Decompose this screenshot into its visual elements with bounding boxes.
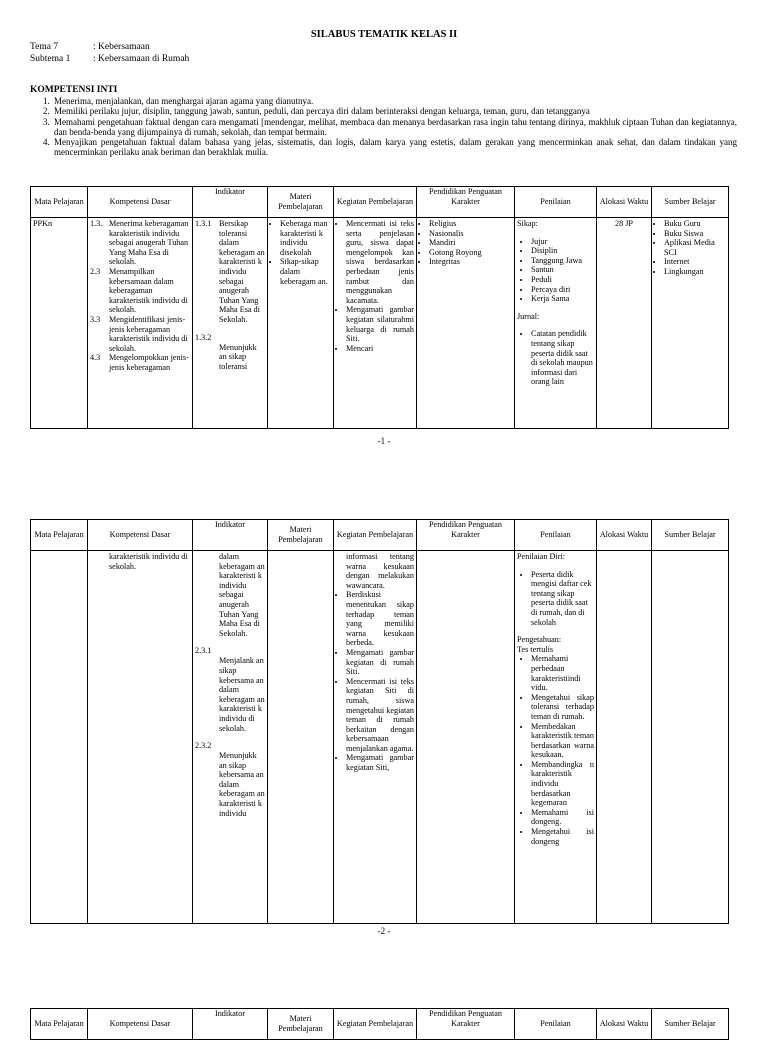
kd-continuation: karakteristik individu di sekolah. [109, 552, 188, 571]
ki-item: 4. Menyajikan pengetahuan faktual dalam bahasa yang jelas, sistematis, dan logis, dalam karya yang estetis, dalam gerakan yang mencerminkan anak sehat, dan dalam tindakan yang mencerminkan perilaku anak beriman dan berakhlak mulia. [43, 137, 737, 158]
col-materi: Materi Pembelajaran [268, 187, 334, 218]
cell-indikator [193, 218, 268, 429]
cell-mapel [31, 551, 88, 924]
kegiatan-item: • Mengamati gambar kegiatan silaturahmi keluarga di rumah Siti. [346, 305, 414, 343]
syllabus-table-page-1 [30, 186, 729, 429]
ppk-item: • Religius [429, 219, 512, 229]
sumber-item: • Buku Siswa [664, 229, 726, 239]
penilaian-item: • Kerja Sama [531, 294, 594, 304]
ppk-item: • Mandiri [429, 238, 512, 248]
cell-kd [88, 218, 193, 429]
penilaian-item: • Mengetahui isi dongeng [531, 827, 594, 846]
col-materi: Materi Pembelajaran [268, 1009, 334, 1040]
kd-item: 2.3 Menampilkan kebersamaan dalam keberagaman karakteristik individu di sekolah. [90, 266, 188, 315]
col-penilaian: Penilaian [515, 520, 597, 551]
indikator-item: 1.3.1 Bersikap toleransi dalam keberagam an karakteristi k individu sebagai anugerah Tuhan Yang Maha Esa di Sekolah. [195, 219, 265, 324]
table-header-row [31, 520, 729, 551]
col-mapel: Mata Pelajaran [31, 187, 88, 218]
sumber-item: • Lingkungan [664, 267, 726, 277]
kegiatan-item: • Mengamati gambar kegiatan di rumah Siti. [346, 648, 414, 677]
penilaian-item: • Peserta didik mengisi daftar cek tentang sikap peserta didik saat di rumah, dan di sekolah [531, 570, 594, 628]
penilaian-item: • Disiplin [531, 246, 594, 256]
sumber-item: • Aplikasi Media SCI [664, 238, 726, 257]
indikator-item: 2.3.1 Menjalank an sikap kebersama an dalam keberagam an karakteristi k individu di sekolah. [195, 646, 265, 733]
ki-list [30, 96, 737, 158]
penilaian-jurnal-label: Jurnal: [517, 311, 540, 321]
kegiatan-item: • Berdiskusi menentukan sikap terhadap teman yang memiliki warna kesukaan berbeda. [346, 590, 414, 648]
page-2 [0, 505, 768, 945]
col-ppk: Pendidikan Penguatan Karakter [417, 520, 515, 551]
page-3 [0, 990, 768, 1033]
table-header-row [31, 187, 729, 218]
cell-ppk [417, 218, 515, 429]
syllabus-table-page-2 [30, 519, 729, 924]
table-header-row [31, 1009, 729, 1040]
cell-sumber [652, 218, 729, 429]
cell-mapel: PPKn [31, 218, 88, 429]
cell-kegiatan [334, 551, 417, 924]
col-alokasi: Alokasi Waktu [597, 1009, 652, 1040]
cell-ppk [417, 551, 515, 924]
penilaian-item: • Catatan pendidik tentang sikap peserta didik saat di sekolah maupun informasi dari orang lain [531, 329, 594, 387]
kegiatan-item: • Mencermati isi teks kegiatan Siti di rumah, siswa mengetahui kegiatan teman di rumah berkaitan dengan kebersamaan menjalankan agama. [346, 677, 414, 754]
table-row [31, 218, 729, 429]
col-indikator: Indikator [193, 187, 268, 218]
indikator-item: 2.3.2 Menunjukk an sikap kebersama an dalam keberagam an karakteristi k individu [195, 741, 265, 818]
tema-value: : Kebersamaan [93, 42, 150, 52]
sumber-item: • Internet [664, 257, 726, 267]
penilaian-item: • Tanggung Jawa [531, 256, 594, 266]
page-number: -2 - [377, 926, 391, 936]
penilaian-item: • Memahami perbedaan karakteristiindi vidu. [531, 654, 594, 692]
col-penilaian: Penilaian [515, 1009, 597, 1040]
col-mapel: Mata Pelajaran [31, 520, 88, 551]
kegiatan-item: • Mengamati gambar kegiatan Siti, [346, 753, 414, 772]
col-kegiatan: Kegiatan Pembelajaran [334, 187, 417, 218]
cell-alokasi [597, 551, 652, 924]
col-sumber: Sumber Belajar [652, 520, 729, 551]
page-1 [0, 0, 768, 470]
sumber-item: • Buku Guru [664, 219, 726, 229]
col-alokasi: Alokasi Waktu [597, 520, 652, 551]
cell-kd [88, 551, 193, 924]
col-ppk: Pendidikan Penguatan Karakter [417, 187, 515, 218]
penilaian-item: • Peduli [531, 275, 594, 285]
kegiatan-continuation: informasi tentang warna kesukaan dengan melakukan wawancara. [346, 552, 414, 590]
penilaian-pengetahuan-label: Pengetahuan: [517, 635, 562, 645]
subtema-label: Subtema 1 [30, 54, 71, 64]
cell-materi [268, 551, 334, 924]
subtema-row [30, 54, 189, 64]
kd-item: 4.3 Mengelompokkan jenis-jenis keberagaman [90, 353, 189, 372]
penilaian-sikap-label: Sikap: [517, 219, 538, 228]
document-title: SILABUS TEMATIK KELAS II [310, 29, 458, 40]
col-alokasi: Alokasi Waktu [597, 187, 652, 218]
penilaian-item: • Jujur [531, 237, 594, 247]
table-row [31, 551, 729, 924]
ppk-item: • Gotong Royong [429, 248, 512, 258]
ppk-item: • Integritas [429, 257, 512, 267]
col-kd: Kompetensi Dasar [88, 520, 193, 551]
materi-item: • Keberaga man karakteristi k individu disekolah [280, 219, 331, 257]
cell-alokasi: 28 JP [597, 218, 652, 429]
col-mapel: Mata Pelajaran [31, 1009, 88, 1040]
col-sumber: Sumber Belajar [652, 1009, 729, 1040]
penilaian-diri-label: Penilaian Diri: [517, 552, 565, 561]
syllabus-table-page-3 [30, 1008, 729, 1040]
tema-row [30, 42, 150, 52]
col-kd: Kompetensi Dasar [88, 1009, 193, 1040]
penilaian-item: • Mengetahui sikap toleransi terhadap teman di rumah. [531, 693, 594, 722]
col-sumber: Sumber Belajar [652, 187, 729, 218]
cell-sumber [652, 551, 729, 924]
cell-penilaian [515, 551, 597, 924]
kegiatan-item: • Mencari [346, 344, 414, 354]
penilaian-tes-label: Tes tertulis [517, 644, 554, 654]
penilaian-item: • Percaya diri [531, 285, 594, 295]
page-number: -1 - [377, 436, 391, 446]
materi-item: • Sikap-sikap dalam keberagam an. [280, 257, 331, 286]
subtema-value: : Kebersamaan di Rumah [93, 54, 190, 64]
penilaian-item: • Memahami isi dongeng. [531, 808, 594, 827]
cell-indikator [193, 551, 268, 924]
ki-heading: KOMPETENSI INTI [30, 85, 118, 95]
tema-label: Tema 7 [30, 42, 59, 52]
penilaian-item: • Membedakan karakteristik teman berdasarkan warna kesukaan. [531, 722, 594, 760]
ki-item: 3. Memahami pengetahuan faktual dengan cara mengamati [mendengar, melihat, membaca dan menanya berdasarkan rasa ingin tahu tentang dirinya, makhluk ciptaan Tuhan dan kegiatannya, dan benda-benda yang dijumpainya di rumah, sekolah, dan tempat bermain. [43, 116, 737, 137]
col-indikator: Indikator [193, 1009, 268, 1040]
col-ppk: Pendidikan Penguatan Karakter [417, 1009, 515, 1040]
indikator-continuation: dalam keberagam an karakteristi k individu sebagai anugerah Tuhan Yang Maha Esa di Sekolah. [219, 552, 265, 638]
kd-item: 3.3 Mengidentifikasi jenis-jenis keberagaman karakteristik individu di sekolah. [90, 314, 188, 353]
kegiatan-item: • Mencermati isi teks serta penjelasan guru, siswa dapat mengelompok kan siswa berdasarkan perbedaan jenis rambut dan menggunakan kacamata. [346, 219, 414, 305]
col-kd: Kompetensi Dasar [88, 187, 193, 218]
cell-kegiatan [334, 218, 417, 429]
ki-item: 1. Menerima, menjalankan, dan menghargai ajaran agama yang dianutnya. [43, 96, 314, 106]
col-kegiatan: Kegiatan Pembelajaran [334, 520, 417, 551]
indikator-item: 1.3.2 Menunjukk an sikap toleransi [195, 332, 257, 371]
col-materi: Materi Pembelajaran [268, 520, 334, 551]
cell-penilaian [515, 218, 597, 429]
col-penilaian: Penilaian [515, 187, 597, 218]
col-kegiatan: Kegiatan Pembelajaran [334, 1009, 417, 1040]
penilaian-item: • Santun [531, 265, 594, 275]
ki-item: 2. Memiliki perilaku jujur, disiplin, tanggung jawab, santun, peduli, dan percaya diri dalam berinteraksi dengan keluarga, teman, guru, dan tetangganya [43, 106, 590, 117]
cell-materi [268, 218, 334, 429]
ppk-item: • Nasionalis [429, 229, 512, 239]
penilaian-item: • Membandingka n karakteristik individu berdasarkan kegemaran [531, 760, 594, 808]
col-indikator: Indikator [193, 520, 268, 551]
kd-item: 1.3. Menerima keberagaman karakteristik individu sebagai anugerah Tuhan Yang Maha Esa di sekolah. [90, 219, 189, 267]
